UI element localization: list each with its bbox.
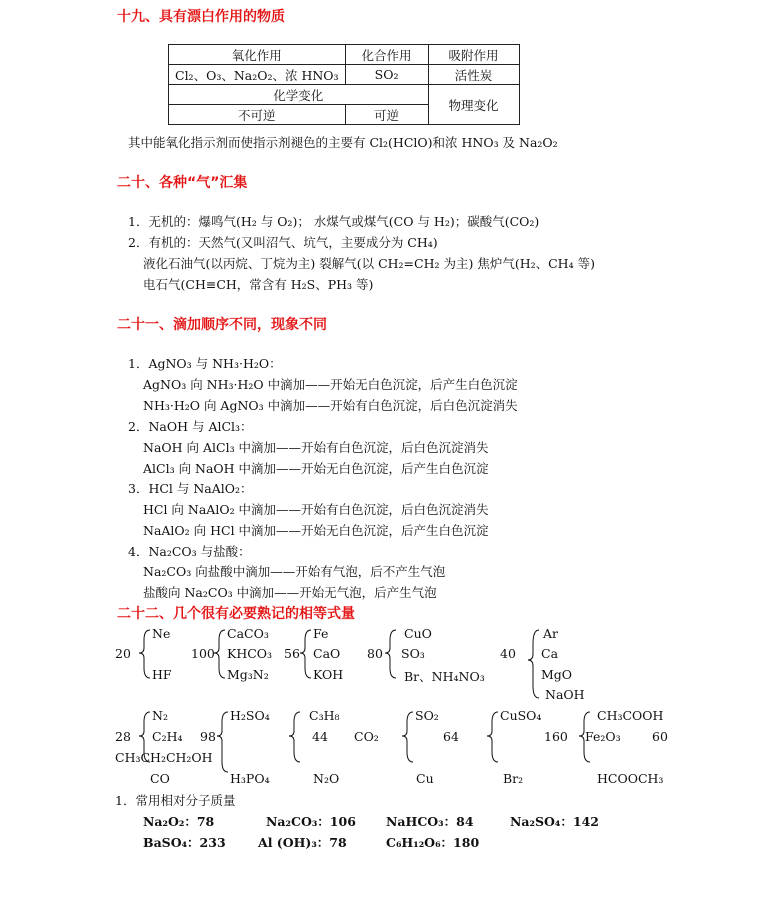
- brace-56: [300, 630, 311, 678]
- gas-line-inorganic: 1．无机的：爆鸣气(H₂ 与 O₂)； 水煤气或煤气(CO 与 H₂)；碳酸气(CO₂): [128, 214, 540, 229]
- brace-80: [385, 630, 396, 678]
- brace-100: [214, 630, 225, 678]
- gas-line-organic: 2．有机的：天然气(又叫沼气、坑气，主要成分为 CH₄): [128, 235, 438, 250]
- formula-h3po4: H₃PO₄: [230, 771, 270, 786]
- list-item: NaAlO₂ 向 HCl 中滴加——开始无白色沉淀，后产生白色沉淀: [143, 523, 489, 538]
- formula-khco3: KHCO₃: [227, 646, 273, 661]
- gas-line-acetylene: 电石气(CH≡CH，常含有 H₂S、PH₃ 等): [143, 277, 374, 292]
- mass-44: 44: [312, 729, 328, 744]
- table-header-oxidation: 氧化作用: [169, 45, 346, 65]
- mass-56: 56: [284, 646, 300, 661]
- formula-c2h4: C₂H₄: [152, 729, 183, 744]
- formula-ca: Ca: [541, 646, 559, 661]
- list-item: 1．AgNO₃ 与 NH₃·H₂O：: [128, 356, 282, 371]
- mass-160: 160: [544, 729, 568, 744]
- list-item: NH₃·H₂O 向 AgNO₃ 中滴加——开始有白色沉淀，后白色沉淀消失: [143, 398, 518, 413]
- list-item: 3．HCl 与 NaAlO₂：: [128, 481, 253, 496]
- mass-64: 64: [443, 729, 459, 744]
- mass-aloh3: Al (OH)₃：78: [258, 835, 347, 850]
- section-22-title: 二十二、几个很有必要熟记的相等式量: [117, 606, 355, 622]
- table-cell-activated-carbon: 活性炭: [428, 65, 519, 85]
- formula-co2: CO₂: [354, 729, 379, 744]
- formula-hcooch3: HCOOCH₃: [597, 771, 664, 786]
- formula-ch3cooh: CH₃COOH: [597, 708, 664, 723]
- mass-100: 100: [191, 646, 215, 661]
- gas-line-lpg: 液化石油气(以丙烷、丁烷为主) 裂解气(以 CH₂=CH₂ 为主) 焦炉气(H₂、CH₄ 等): [143, 256, 595, 271]
- formula-n2o: N₂O: [313, 771, 340, 786]
- formula-naoh: NaOH: [545, 687, 585, 702]
- list-item: 4．Na₂CO₃ 与盐酸：: [128, 544, 251, 559]
- formula-br-nh4no3: Br、NH₄NO₃: [404, 669, 485, 684]
- section-20-title: 二十、各种“气”汇集: [117, 175, 248, 191]
- mass-na2so4: Na₂SO₄：142: [510, 814, 599, 829]
- brace-160: [487, 712, 498, 762]
- brace-40: [528, 630, 539, 698]
- mass-40: 40: [500, 646, 516, 661]
- formula-cao: CaO: [313, 646, 341, 661]
- formula-ar: Ar: [543, 626, 559, 641]
- formula-cuso4: CuSO₄: [500, 708, 542, 723]
- formula-hf: HF: [152, 667, 172, 682]
- mass-60: 60: [652, 729, 668, 744]
- formula-mgo: MgO: [541, 667, 573, 682]
- section-19-title: 十九、具有漂白作用的物质: [117, 9, 285, 25]
- list-item: 盐酸向 Na₂CO₃ 中滴加——开始无气泡，后产生气泡: [143, 585, 437, 600]
- formula-br2: Br₂: [503, 771, 524, 786]
- formula-fe2o3: Fe₂O₃: [585, 729, 621, 744]
- formula-so3: SO₃: [401, 646, 425, 661]
- brace-20: [139, 630, 150, 678]
- mass-28: 28: [115, 729, 131, 744]
- table-cell-physical-change: 物理变化: [428, 85, 519, 125]
- mass-na2o2: Na₂O₂：78: [143, 814, 215, 829]
- list-item: Na₂CO₃ 向盐酸中滴加——开始有气泡，后不产生气泡: [143, 564, 446, 579]
- formula-so2: SO₂: [415, 708, 439, 723]
- mass-glucose: C₆H₁₂O₆：180: [386, 835, 480, 850]
- table-cell-chemical-change: 化学变化: [169, 85, 429, 105]
- mass-nahco3: NaHCO₃：84: [386, 814, 474, 829]
- formula-propanol: CH₃CH₂CH₂OH: [115, 750, 213, 765]
- list-item: HCl 向 NaAlO₂ 中滴加——开始有白色沉淀，后白色沉淀消失: [143, 502, 489, 517]
- formula-mg3n2: Mg₃N₂: [227, 667, 269, 682]
- formula-cuo: CuO: [404, 626, 432, 641]
- formula-cu: Cu: [416, 771, 434, 786]
- brace-64: [402, 712, 413, 762]
- mass-20: 20: [115, 646, 131, 661]
- formula-c3h8: C₃H₈: [309, 708, 340, 723]
- formula-ne: Ne: [152, 626, 171, 641]
- formula-n2: N₂: [152, 708, 168, 723]
- formula-caco3: CaCO₃: [227, 626, 269, 641]
- table-cell-irreversible: 不可逆: [169, 105, 346, 125]
- subheading-molecular-mass: 1．常用相对分子质量: [115, 793, 236, 808]
- formula-co: CO: [150, 771, 170, 786]
- formula-koh: KOH: [313, 667, 344, 682]
- section-19-note: 其中能氧化指示剂而使指示剂褪色的主要有 Cl₂(HClO)和浓 HNO₃ 及 Na₂O₂: [128, 135, 558, 150]
- mass-98: 98: [200, 729, 216, 744]
- list-item: NaOH 向 AlCl₃ 中滴加——开始有白色沉淀，后白色沉淀消失: [143, 440, 489, 455]
- formula-h2so4: H₂SO₄: [230, 708, 270, 723]
- mass-baso4: BaSO₄：233: [143, 835, 226, 850]
- list-item: 2．NaOH 与 AlCl₃：: [128, 419, 253, 434]
- list-item: AgNO₃ 向 NH₃·H₂O 中滴加——开始无白色沉淀，后产生白色沉淀: [143, 377, 518, 392]
- table-header-adsorption: 吸附作用: [428, 45, 519, 65]
- table-cell-reversible: 可逆: [345, 105, 428, 125]
- brace-44: [289, 712, 300, 762]
- table-cell-oxidizers: Cl₂、O₃、Na₂O₂、浓 HNO₃: [169, 65, 346, 85]
- table-cell-so2: SO₂: [345, 65, 428, 85]
- brace-98: [217, 712, 228, 772]
- list-item: AlCl₃ 向 NaOH 中滴加——开始无白色沉淀，后产生白色沉淀: [143, 461, 489, 476]
- section-21-title: 二十一、滴加顺序不同，现象不同: [117, 317, 327, 333]
- mass-na2co3: Na₂CO₃：106: [266, 814, 356, 829]
- formula-fe: Fe: [313, 626, 329, 641]
- mass-80: 80: [367, 646, 383, 661]
- table-header-combination: 化合作用: [345, 45, 428, 65]
